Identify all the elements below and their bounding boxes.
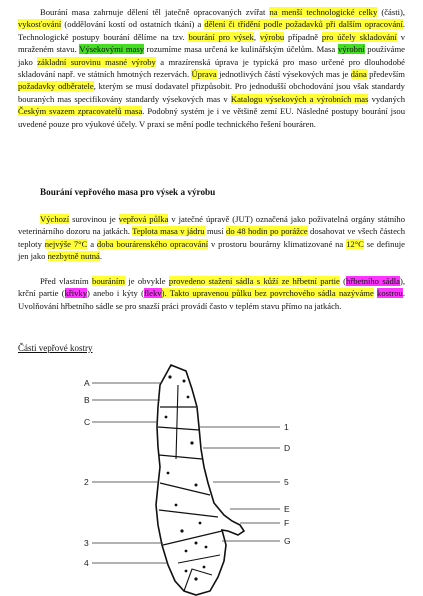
para1-segment: Výsekovými masy <box>79 44 144 55</box>
para1-segment: Bourání masa zahrnuje dělení těl jatečně opracovaných zvířat <box>40 7 270 17</box>
para2-segment: doba bourárenského opracování <box>96 238 209 249</box>
label-3: 3 <box>84 538 89 548</box>
para3-segment: ), krční partie ( <box>18 276 405 299</box>
paragraph-fat-removal <box>18 275 405 312</box>
para3-segment: ) anebo i kýty ( <box>87 288 144 299</box>
label-1: 1 <box>284 422 289 432</box>
label-5: 5 <box>284 477 289 487</box>
para2-segment: a <box>87 238 97 249</box>
para3-segment: křivky <box>64 288 88 299</box>
label-2: 2 <box>84 477 89 487</box>
para2-segment: . <box>99 251 103 262</box>
label-4: 4 <box>84 558 89 568</box>
para3-segment: hřbetního sádla <box>346 276 400 286</box>
para3-segment: . Uvolňování hřbetního sádle se pro snazší práci provádí často v teplém stavu přímo na jatkách. <box>18 288 405 311</box>
para1-segment: na menší technologické celky <box>269 7 378 17</box>
label-B: B <box>84 395 90 405</box>
para1-segment: (části), <box>377 7 405 17</box>
para1-segment: pro účely skladování <box>321 31 397 42</box>
label-E: E <box>284 504 290 514</box>
para2-segment: nejvýše 7°C <box>44 238 88 249</box>
label-A: A <box>84 378 90 388</box>
para1-segment: požadavky odběratele <box>18 81 94 92</box>
para1-segment: rozumíme masa určená ke kulinářským účelům. Masa <box>144 44 338 55</box>
para3-segment: je obvykle <box>124 276 169 286</box>
para3-segment: provedeno stažení sádla s kůží ze hřbetní partie <box>168 276 340 286</box>
para1-segment: dělení či třídění podle požadavků při dalším opracování <box>204 19 403 30</box>
para1-segment: v mraženém stavu. <box>18 31 405 55</box>
para1-segment: výrobní <box>337 44 365 55</box>
para2-segment: dosahovat ve všech částech teploty <box>18 226 406 249</box>
para3-segment: ). Takto upravenou půlku <box>161 288 255 299</box>
para2-segment: surovinou je <box>69 214 119 224</box>
para2-segment: musí <box>204 226 227 237</box>
para3-segment: flekv <box>143 288 162 299</box>
carcass-outline <box>156 365 244 595</box>
para1-segment: . Technologické postupy bourání dělíme na tzv. <box>18 19 405 42</box>
para1-segment: výrobu <box>259 31 285 42</box>
para1-segment: vydaných <box>368 93 405 104</box>
paragraph-intro <box>18 6 405 130</box>
para1-segment: Českým svazem zpracovatelů masa <box>18 106 143 117</box>
label-F: F <box>284 518 290 528</box>
para1-segment: používáme jako <box>18 44 405 67</box>
para1-segment: především <box>366 69 405 80</box>
para2-segment: Výchozí <box>40 214 70 224</box>
para1-segment: bourání pro výsek <box>188 31 254 42</box>
pork-carcass-diagram <box>0 355 423 596</box>
para1-segment: , <box>253 31 260 42</box>
para1-segment: a mrazírenská úprava je typická pro maso určené pro dlouhodobé skladování např. ve státních hmotných rezervách. <box>18 56 405 80</box>
para2-segment: 12°C <box>346 238 364 249</box>
para1-segment: Úprava <box>191 69 217 80</box>
paragraph-raw-material <box>18 213 405 263</box>
para2-segment: v jatečné úpravě (JUT) označená jako poživatelná orgány státního veterinárního dozoru na jatkách. <box>18 214 405 237</box>
para1-segment: Katalogu výsekových a výrobních mas <box>230 93 369 104</box>
para1-segment: základní surovinu masné výroby <box>37 56 156 67</box>
para2-segment: nezbytně nutná <box>47 251 100 262</box>
para1-segment: jednotlivých částí výsekových mas je <box>216 69 351 80</box>
para2-segment: Teplota masa v jádru <box>132 226 205 237</box>
para3-segment: bez povrchového sádla nazýváme <box>254 288 374 299</box>
label-G: G <box>284 536 291 546</box>
para1-segment: (oddělování kostí od ostatních tkání) a <box>61 19 205 30</box>
para2-segment: se definuje jen jako <box>18 238 405 262</box>
label-D: D <box>284 443 291 453</box>
figure-title: Části vepřové kostry <box>18 343 93 353</box>
para3-segment: kostrou <box>377 288 403 299</box>
para1-segment: dána <box>350 69 367 80</box>
para1-segment: vykosťování <box>18 19 62 30</box>
section-heading: Bourání vepřového masa pro výsek a výrobu <box>40 187 216 197</box>
para2-segment: v prostoru bourárny klimatizované na <box>208 238 347 249</box>
para3-segment: bouráním <box>92 276 125 286</box>
para1-segment: případně <box>284 31 322 42</box>
para3-segment: Před vlastním <box>40 276 93 286</box>
para2-segment: do 48 hodin po porážce <box>226 226 308 237</box>
label-C: C <box>84 417 91 427</box>
para3-segment: ( <box>339 276 347 286</box>
para1-segment: . Podobný systém je i ve většině zemí EU. Následné postupy bourání jsou uvedené pouze pro výukové účely. V praxi se mění podle technického řešení bouráren. <box>18 106 406 129</box>
para1-segment: , kterým se musí dodavatel přizpůsobit. Pro jednodušší obchodování jsou však standardy bouraných mas specifikovány standardy výsekových mas v <box>18 81 405 104</box>
para2-segment: vepřová půlka <box>118 214 169 224</box>
